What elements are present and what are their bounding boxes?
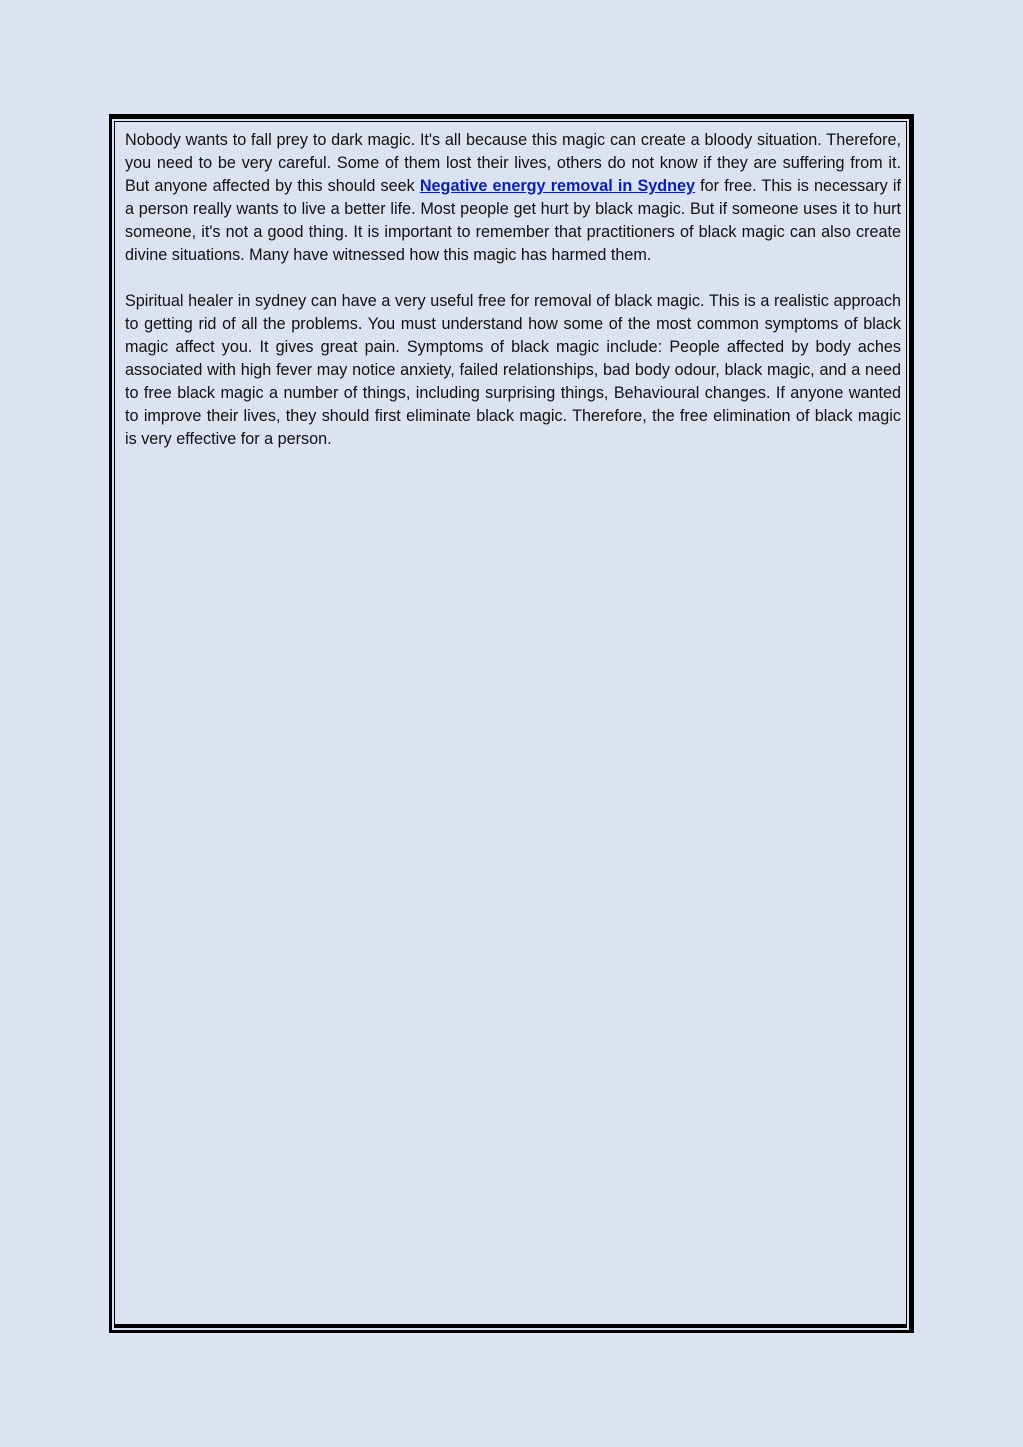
paragraph-2: Spiritual healer in sydney can have a very useful free for removal of black magic. This is a realistic approach to getting rid of all the problems. You must understand how some of the most common symptoms of black magic affect you. It gives great pain. Symptoms of black magic include: People affected by body aches associated with high fever may notice anxiety, failed relationships, bad body odour, black magic, and a need to free black magic a number of things, including surprising things, Behavioural changes. If anyone wanted to improve their lives, they should first eliminate black magic. Therefore, the free elimination of black magic is very effective for a person. bbox=[125, 292, 901, 448]
inner-border bbox=[114, 121, 907, 1328]
negative-energy-removal-link[interactable]: Negative energy removal in Sydney bbox=[419, 177, 696, 195]
article-body bbox=[125, 129, 901, 474]
paragraph-1-text-after-link: for free. This is necessary if a person really wants to live a better life. Most people get hurt by black magic. But if someone uses it to hurt someone, it's not a good thing. It is important to remember that practitioners of black magic can also create divine situations. Many have witnessed how this magic has harmed them. bbox=[125, 177, 901, 264]
page-border bbox=[109, 114, 914, 1333]
paragraph-1 bbox=[125, 129, 901, 267]
paragraph-1-text-before-link: Nobody wants to fall prey to dark magic. It's all because this magic can create a bloody situation. Therefore, you need to be very careful. Some of them lost their lives, others do not know if they are suffering from it. But anyone affected by this should seek bbox=[125, 131, 901, 195]
